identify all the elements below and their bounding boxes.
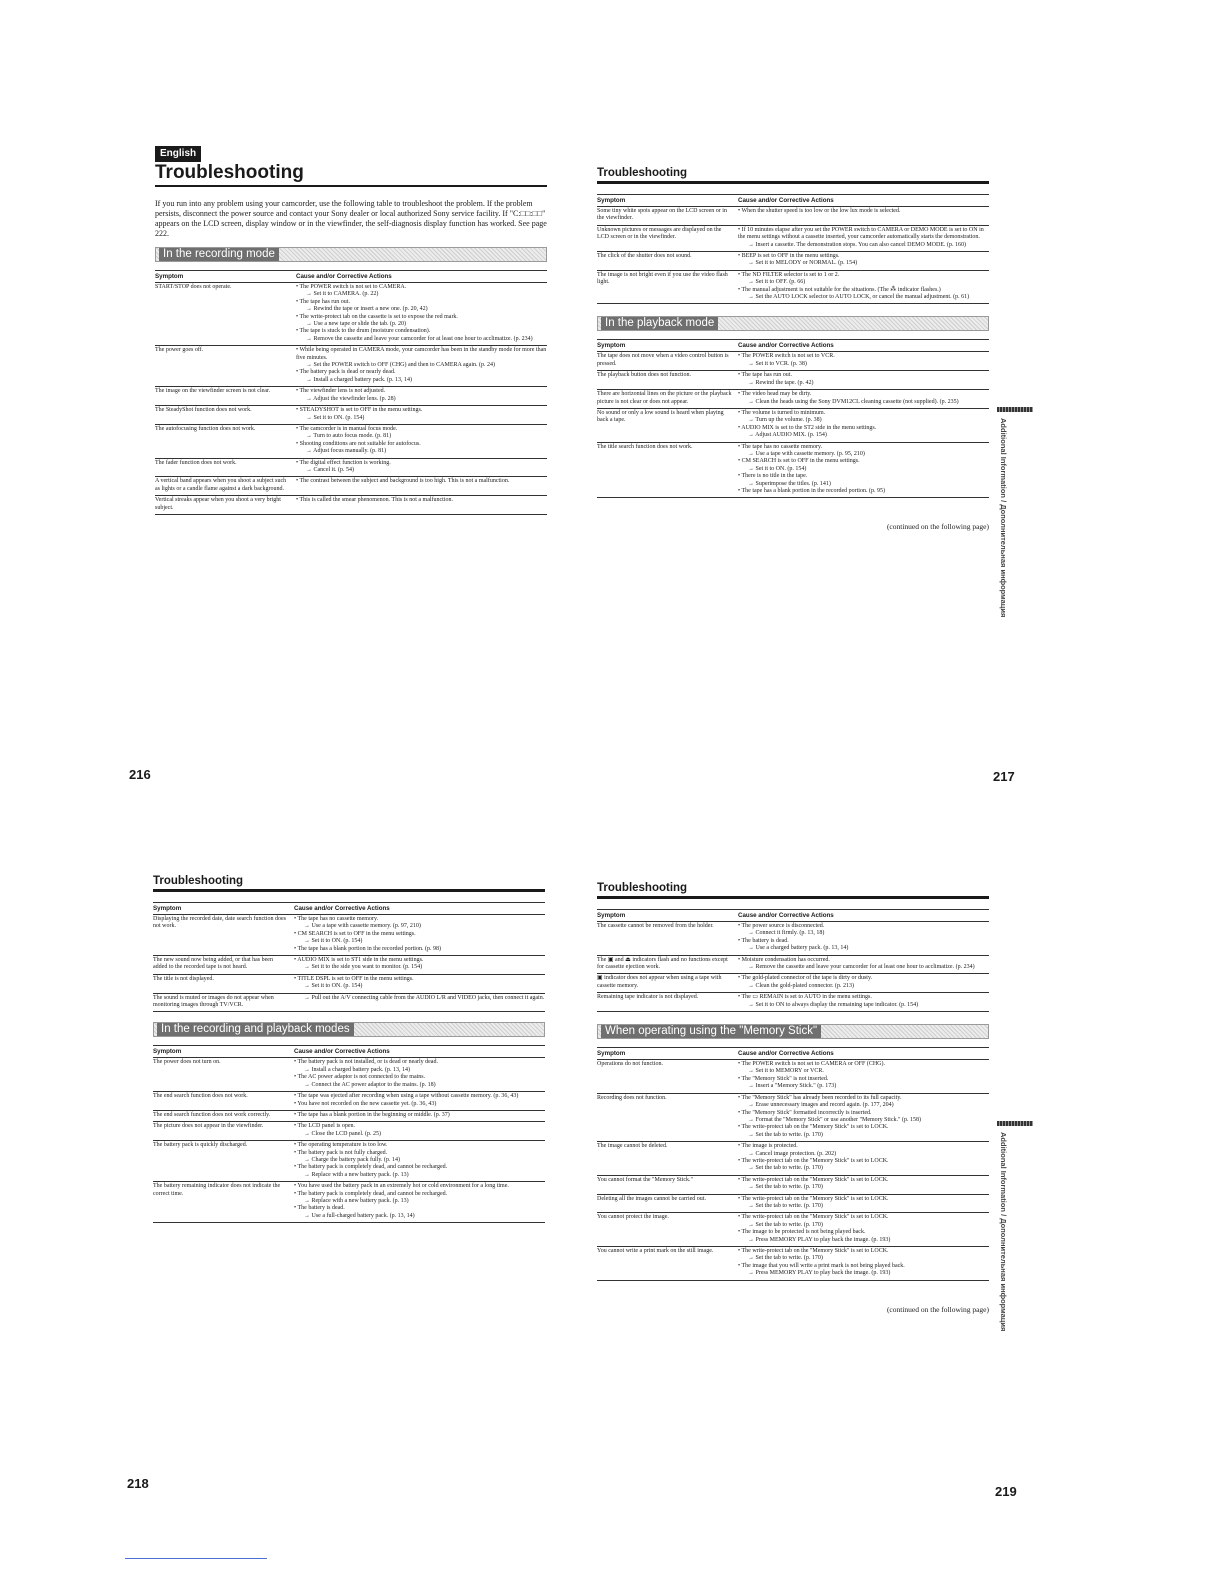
page-218 xyxy=(153,874,545,1223)
cause-cell xyxy=(738,1143,989,1173)
table-row xyxy=(155,346,547,387)
section-header-recording-playback: In the recording and playback modes xyxy=(153,1022,545,1037)
cause-item: • The operating temperature is too low. xyxy=(294,1142,388,1149)
corrective-action: → Set it to MEMORY or VCR. xyxy=(748,1068,824,1075)
table-row xyxy=(597,1176,989,1195)
cause-item: • CM SEARCH is set to OFF in the menu settings. xyxy=(294,930,416,937)
cause-cell xyxy=(294,995,545,1010)
table-row xyxy=(597,352,989,371)
cause-item: • The tape was ejected after recording when using a tape without cassette memory. (p. 36, 43) xyxy=(294,1093,519,1100)
cause-cell xyxy=(738,1061,989,1091)
corrective-action: → Insert a "Memory Stick." (p. 173) xyxy=(748,1083,837,1090)
cause-cell xyxy=(296,347,547,384)
continued-text: (continued on the following page) xyxy=(886,1304,989,1314)
symptom-cell: The image on the viewfinder screen is not clear. xyxy=(155,388,271,395)
cause-cell xyxy=(296,388,547,403)
corrective-action: → Set it to ON. (p. 154) xyxy=(748,465,807,472)
corrective-action: → Use a new tape or slide the tab. (p. 20) xyxy=(306,321,406,328)
symptom-cell: START/STOP does not operate. xyxy=(155,284,232,290)
corrective-action: → Remove the cassette and leave your camcorder for at least one hour to acclimatize. (p. 234) xyxy=(306,335,533,342)
cause-item: • The write-protect tab on the "Memory Stick" is set to LOCK. xyxy=(738,1157,889,1164)
table-row xyxy=(597,1213,989,1247)
cause-item: • The tape has run out. xyxy=(738,372,792,379)
table-row xyxy=(155,477,547,496)
cause-cell xyxy=(738,353,989,368)
cause-item: • The tape has a blank portion in the recorded portion. (p. 98) xyxy=(294,945,441,952)
table-row xyxy=(153,1122,545,1141)
table-row xyxy=(597,956,989,975)
symptom-cell: A vertical band appears when you shoot a subject such as lights or a candle flame against a dark background. xyxy=(155,478,287,492)
symptom-cell: The sound is muted or images do not appear when monitoring images through TV/VCR. xyxy=(153,994,274,1009)
corrective-action: → Pull out the A/V connecting cable from the AUDIO L/R and VIDEO jacks, then connect it again. xyxy=(304,994,545,1001)
table-row xyxy=(597,371,989,390)
symptom-cell: Some tiny white spots appear on the LCD screen or in the viewfinder. xyxy=(597,208,727,222)
cause-cell xyxy=(294,1112,545,1119)
cause-item: • The AC power adaptor is not connected to the mains. xyxy=(294,1074,426,1081)
corrective-action: → Install a charged battery pack. (p. 13, 14) xyxy=(304,1066,411,1073)
corrective-action: → Set it to the side you want to monitor. (p. 154) xyxy=(304,964,423,971)
symptom-cell: The picture does not appear in the viewfinder. xyxy=(153,1123,264,1130)
section-header-playback-mode: In the playback mode xyxy=(597,316,989,331)
table-row xyxy=(153,956,545,975)
symptom-cell: Operations do not function. xyxy=(597,1061,663,1068)
corrective-action: → Charge the battery pack fully. (p. 14) xyxy=(304,1156,400,1163)
symptom-cell: There are horizontal lines on the picture or the playback picture is not clear or does not appear. xyxy=(597,391,732,405)
table-header: Symptom Cause and/or Corrective Actions xyxy=(153,902,545,915)
cause-cell xyxy=(738,1214,989,1244)
cause-item: • The battery pack is not fully charged. xyxy=(294,1149,388,1156)
symptom-cell: The title is not displayed. xyxy=(153,975,214,982)
cause-item: • The ND FILTER selector is set to 1 or 2. xyxy=(738,271,840,278)
cause-item: • There is no title in the tape. xyxy=(738,473,808,480)
cause-cell xyxy=(738,253,989,268)
cause-cell xyxy=(738,1196,989,1211)
cause-item: • The tape has no cassette memory. xyxy=(738,443,823,450)
cause-cell xyxy=(738,1095,989,1139)
cause-item: • AUDIO MIX is set to the ST2 side in the menu settings. xyxy=(738,424,877,431)
page-title: Troubleshooting xyxy=(155,162,547,187)
cause-item: • When the shutter speed is too low or the low lux mode is selected. xyxy=(738,208,901,214)
cause-item: • TITLE DSPL is set to OFF in the menu settings. xyxy=(294,975,414,982)
page-number-216: 216 xyxy=(129,767,151,782)
page-number-219: 219 xyxy=(995,1484,1017,1499)
table-row xyxy=(155,425,547,459)
corrective-action: → Clean the heads using the Sony DVM12CL cleaning cassette (not supplied). (p. 235) xyxy=(748,398,959,405)
corrective-action: → Set the AUTO LOCK selector to AUTO LOCK, or cancel the manual adjustment. (p. 61) xyxy=(748,294,970,301)
corrective-action: → Erase unnecessary images and record again. (p. 177, 204) xyxy=(748,1102,894,1109)
table-row xyxy=(153,994,545,1013)
page-title: Troubleshooting xyxy=(153,874,545,892)
page-219 xyxy=(597,881,989,1314)
table-header: Symptom Cause and/or Corrective Actions xyxy=(155,270,547,283)
corrective-action: → Set the POWER switch to OFF (CHG) and then to CAMERA again. (p. 24) xyxy=(306,362,495,369)
corrective-action: → Insert a cassette. The demonstration stops. You can also cancel DEMO MODE. (p. 160) xyxy=(748,241,967,248)
table-row xyxy=(597,443,989,499)
symptom-cell: You cannot protect the image. xyxy=(597,1214,669,1221)
corrective-action: → Set the tab to write. (p. 170) xyxy=(748,1131,823,1138)
table-row xyxy=(597,1060,989,1094)
corrective-action: → Turn up the volume. (p. 38) xyxy=(748,417,822,424)
symptom-cell: The SteadyShot function does not work. xyxy=(155,407,252,414)
table-row xyxy=(597,1094,989,1142)
cause-item: • The volume is turned to minimum. xyxy=(738,409,826,416)
corrective-action: → Set the tab to write. (p. 170) xyxy=(748,1221,823,1228)
symptom-cell: ▣ indicator does not appear when using a tape with cassette memory. xyxy=(597,975,722,989)
page-216 xyxy=(155,143,547,515)
corrective-action: → Use a charged battery pack. (p. 13, 14) xyxy=(748,945,849,952)
link-underline xyxy=(125,1558,267,1559)
cause-cell xyxy=(738,372,989,387)
table-row xyxy=(597,409,989,443)
cause-cell xyxy=(296,497,547,512)
side-tab-label: Additional Information / Дополнительная информация xyxy=(999,418,1008,618)
cause-item: • You have not recorded on the new cassette yet. (p. 36, 43) xyxy=(294,1100,437,1107)
cause-item: • The write-protect tab on the "Memory Stick" is set to LOCK. xyxy=(738,1195,889,1202)
symptom-cell: The end search function does not work correctly. xyxy=(153,1111,271,1118)
corrective-action: → Use a full-charged battery pack. (p. 13, 14) xyxy=(304,1212,415,1219)
symptom-cell: The end search function does not work. xyxy=(153,1093,248,1100)
symptom-cell: Displaying the recorded date, date search function does not work. xyxy=(153,916,286,930)
table-header: Symptom Cause and/or Corrective Actions xyxy=(597,909,989,922)
cause-item: • The image that you will write a print mark is not being played back. xyxy=(738,1262,905,1269)
cause-cell xyxy=(296,426,547,456)
cause-item: • The viewfinder lens is not adjusted. xyxy=(296,388,386,395)
table-row xyxy=(597,207,989,226)
table-row xyxy=(597,271,989,305)
continued-note xyxy=(597,1305,989,1314)
cause-item: • The POWER switch is not set to CAMERA or OFF (CHG). xyxy=(738,1061,885,1068)
symptom-cell: Remaining tape indicator is not displayed. xyxy=(597,994,699,1001)
symptom-cell: Unknown pictures or messages are displayed on the LCD screen or in the viewfinder. xyxy=(597,226,722,241)
corrective-action: → Set it to ON to always display the remaining tape indicator. (p. 154) xyxy=(748,1001,919,1008)
section-header-recording-mode: In the recording mode xyxy=(155,247,547,262)
table-row xyxy=(155,496,547,515)
continued-note: (continued on the following page) xyxy=(886,522,989,532)
table-header: Symptom Cause and/or Corrective Actions xyxy=(597,339,989,352)
cause-item: • Shooting conditions are not suitable for autofocus. xyxy=(296,440,421,447)
symptom-cell: The image is not bright even if you use the video flash light. xyxy=(597,271,728,286)
troubleshooting-table xyxy=(153,1058,545,1223)
corrective-action: → Set it to ON. (p. 154) xyxy=(304,983,363,990)
cause-item: • The contrast between the subject and background is too high. This is not a malfunction. xyxy=(296,478,510,485)
cause-cell xyxy=(738,410,989,440)
corrective-action: → Connect the AC power adaptor to the mains. (p. 18) xyxy=(304,1081,436,1088)
cause-cell xyxy=(738,227,989,249)
cause-cell xyxy=(296,284,547,343)
cause-item: • While being operated in CAMERA mode, your camcorder has been in the standby mode for more than five minutes. xyxy=(296,347,547,361)
cause-cell xyxy=(294,916,545,953)
side-tab-marker xyxy=(997,1121,1033,1126)
corrective-action: → Clean the gold-plated connector. (p. 213) xyxy=(748,982,854,989)
cause-item: • This is called the smear phenomenon. This is not a malfunction. xyxy=(296,497,454,504)
corrective-action: → Rewind the tape or insert a new one. (p. 20, 42) xyxy=(306,306,428,313)
table-row xyxy=(153,1141,545,1182)
corrective-action: → Set it to ON. (p. 154) xyxy=(306,414,365,421)
cause-item: • The digital effect function is working. xyxy=(296,459,391,466)
table-row xyxy=(597,974,989,993)
symptom-cell: Vertical streaks appear when you shoot a very bright subject. xyxy=(155,497,281,511)
cause-cell xyxy=(738,923,989,953)
cause-cell xyxy=(294,1123,545,1138)
page-number-217: 217 xyxy=(993,769,1015,784)
corrective-action: → Press MEMORY PLAY to play back the image. (p. 193) xyxy=(748,1270,891,1277)
cause-item: • The power source is disconnected. xyxy=(738,923,825,929)
table-header: Symptom Cause and/or Corrective Actions xyxy=(153,1045,545,1058)
cause-cell xyxy=(296,407,547,422)
cause-cell xyxy=(738,444,989,496)
symptom-cell: The fader function does not work. xyxy=(155,459,237,466)
cause-item: • The camcorder is in manual focus mode. xyxy=(296,425,398,432)
language-badge: English xyxy=(155,146,201,162)
table-row xyxy=(597,1195,989,1214)
symptom-cell: The new sound now being added, or that has been added to the recorded tape is not heard. xyxy=(153,957,273,971)
table-row xyxy=(597,922,989,956)
symptom-cell: Recording does not function. xyxy=(597,1094,667,1101)
table-row xyxy=(155,387,547,406)
symptom-cell: The tape does not move when a video control button is pressed. xyxy=(597,353,729,367)
cause-item: • The tape has a blank portion in the beginning or middle. (p. 37) xyxy=(294,1111,450,1118)
table-row xyxy=(153,1058,545,1092)
cause-item: • The "Memory Stick" is not inserted. xyxy=(738,1075,829,1082)
cause-item: • The battery pack is completely dead, and cannot be recharged. xyxy=(294,1190,448,1197)
symptom-cell: You cannot write a print mark on the still image. xyxy=(597,1248,714,1254)
corrective-action: → Press MEMORY PLAY to play back the image. (p. 193) xyxy=(748,1236,891,1243)
corrective-action: → Adjust focus manually. (p. 81) xyxy=(306,448,387,455)
symptom-cell: The image cannot be deleted. xyxy=(597,1143,668,1150)
corrective-action: → Rewind the tape. (p. 42) xyxy=(748,379,814,386)
symptom-cell: No sound or only a low sound is heard when playing back a tape. xyxy=(597,409,724,424)
corrective-action: → Cancel image protection. (p. 202) xyxy=(748,1150,837,1157)
cause-item: • The battery is dead. xyxy=(738,937,789,944)
table-row xyxy=(153,915,545,956)
symptom-cell: The title search function does not work. xyxy=(597,443,693,450)
cause-cell xyxy=(294,976,545,991)
cause-item: • STEADYSHOT is set to OFF in the menu settings. xyxy=(296,407,423,414)
cause-item: • CM SEARCH is set to OFF in the menu settings. xyxy=(738,458,860,465)
table-row xyxy=(155,459,547,478)
troubleshooting-table xyxy=(597,922,989,1012)
table-row xyxy=(153,1092,545,1111)
corrective-action: → Use a tape with cassette memory. (p. 95, 210) xyxy=(748,450,865,457)
corrective-action: → Superimpose the titles. (p. 141) xyxy=(748,480,831,487)
cause-item: • The "Memory Stick" has already been recorded to its full capacity. xyxy=(738,1094,902,1101)
cause-item: • The battery pack is completely dead, and cannot be recharged. xyxy=(294,1164,448,1171)
corrective-action: → Set the tab to write. (p. 170) xyxy=(748,1202,823,1209)
cause-item: • The write-protect tab on the "Memory Stick" is set to LOCK. xyxy=(738,1248,889,1254)
cause-item: • The battery pack is dead or nearly dead. xyxy=(296,369,396,376)
corrective-action: → Replace with a new battery pack. (p. 13) xyxy=(304,1171,409,1178)
troubleshooting-table xyxy=(155,283,547,515)
cause-item: • The battery is dead. xyxy=(294,1205,345,1212)
corrective-action: → Use a tape with cassette memory. (p. 97, 210) xyxy=(304,923,421,930)
cause-cell xyxy=(738,1177,989,1192)
corrective-action: → Set it to CAMERA. (p. 22) xyxy=(306,291,379,298)
cause-item: • The image is protected. xyxy=(738,1143,798,1150)
table-row xyxy=(597,1247,989,1281)
corrective-action: → Set it to VCR. (p. 38) xyxy=(748,360,807,367)
cause-item: • If 10 minutes elapse after you set the POWER switch to CAMERA or DEMO MODE is set to ON in the menu settings without a cassette inserted, your camcorder automatically starts the demonstration. xyxy=(738,226,984,241)
page-title: Troubleshooting xyxy=(597,881,989,899)
page-217 xyxy=(597,166,989,531)
cause-item: • The write-protect tab on the "Memory Stick" is set to LOCK. xyxy=(738,1124,889,1131)
corrective-action: → Replace with a new battery pack. (p. 13) xyxy=(304,1197,409,1204)
cause-cell xyxy=(738,1248,989,1278)
symptom-cell: The ▣ and ⏏ indicators flash and no functions except for cassette ejection work. xyxy=(597,956,728,971)
table-row xyxy=(155,283,547,346)
section-header-memory-stick: When operating using the "Memory Stick" xyxy=(597,1024,989,1039)
cause-cell xyxy=(738,957,989,972)
corrective-action: → Cancel it. (p. 54) xyxy=(306,466,354,473)
table-row xyxy=(153,1182,545,1223)
table-header: Symptom Cause and/or Corrective Actions xyxy=(597,1047,989,1060)
cause-item: • The POWER switch is not set to CAMERA. xyxy=(296,284,407,290)
symptom-cell: The autofocusing function does not work. xyxy=(155,425,256,432)
page-number-218: 218 xyxy=(127,1476,149,1491)
symptom-cell: The cassette cannot be removed from the holder. xyxy=(597,923,714,929)
corrective-action: → Adjust AUDIO MIX. (p. 154) xyxy=(748,432,827,439)
cause-cell xyxy=(294,1093,545,1108)
table-row xyxy=(597,1142,989,1176)
corrective-action: → Set the tab to write. (p. 170) xyxy=(748,1184,823,1191)
corrective-action: → Adjust the viewfinder lens. (p. 28) xyxy=(306,395,396,402)
corrective-action: → Close the LCD panel. (p. 25) xyxy=(304,1130,381,1137)
side-tab-label: Additional Information / Дополнительная информация xyxy=(999,1132,1008,1332)
cause-item: • The tape has no cassette memory. xyxy=(294,916,379,922)
corrective-action: → Format the "Memory Stick" or use another "Memory Stick." (p. 158) xyxy=(748,1116,921,1123)
troubleshooting-table xyxy=(597,352,989,498)
cause-item: • The write-protect tab on the "Memory Stick" is set to LOCK. xyxy=(738,1214,889,1221)
cause-item: • The ▭ REMAIN is set to AUTO in the menu settings. xyxy=(738,994,872,1001)
troubleshooting-table xyxy=(153,915,545,1012)
corrective-action: → Turn to auto focus mode. (p. 81) xyxy=(306,433,392,440)
table-row xyxy=(155,406,547,425)
cause-item: • You have used the battery pack in an extremely hot or cold environment for a long time. xyxy=(294,1183,509,1190)
cause-item: • The tape has a blank portion in the recorded portion. (p. 95) xyxy=(738,487,885,494)
symptom-cell: You cannot format the "Memory Stick." xyxy=(597,1176,693,1183)
cause-cell xyxy=(296,478,547,493)
corrective-action: → Set it to ON. (p. 154) xyxy=(304,938,363,945)
cause-item: • AUDIO MIX is set to ST1 side in the menu settings. xyxy=(294,957,424,964)
cause-cell xyxy=(296,460,547,475)
symptom-cell: The battery pack is quickly discharged. xyxy=(153,1142,248,1149)
table-row xyxy=(597,390,989,409)
cause-item: • The image to be protected is not being played back. xyxy=(738,1229,866,1236)
symptom-cell: The power goes off. xyxy=(155,347,204,354)
cause-item: • Moisture condensation has occurred. xyxy=(738,956,830,963)
cause-item: • The battery pack is not installed, or is dead or nearly dead. xyxy=(294,1059,438,1066)
cause-cell xyxy=(294,1183,545,1220)
side-tab-marker xyxy=(997,407,1033,412)
cause-item: • The tape has run out. xyxy=(296,298,350,305)
corrective-action: → Set the tab to write. (p. 170) xyxy=(748,1165,823,1172)
cause-cell xyxy=(294,957,545,972)
symptom-cell: Deleting all the images cannot be carried out. xyxy=(597,1195,706,1202)
cause-cell xyxy=(738,994,989,1009)
cause-item: • The "Memory Stick" formatted incorrectly is inserted. xyxy=(738,1109,872,1116)
symptom-cell: The battery remaining indicator does not indicate the correct time. xyxy=(153,1183,281,1197)
cause-item: • The video head may be dirty. xyxy=(738,391,812,398)
table-row xyxy=(153,1111,545,1122)
corrective-action: → Connect it firmly. (p. 13, 18) xyxy=(748,930,825,937)
table-row xyxy=(597,226,989,252)
troubleshooting-table xyxy=(597,1060,989,1281)
troubleshooting-table xyxy=(597,207,989,304)
cause-item: • The write-protect tab on the cassette is set to expose the red mark. xyxy=(296,313,458,320)
cause-item: • The manual adjustment is not suitable for the situations. (The ⁂ indicator flashes.) xyxy=(738,286,941,293)
page-title: Troubleshooting xyxy=(597,166,989,184)
table-row xyxy=(597,993,989,1012)
corrective-action: → Set it to MELODY or NORMAL. (p. 154) xyxy=(748,260,858,267)
cause-cell xyxy=(294,1059,545,1089)
table-header: Symptom Cause and/or Corrective Actions xyxy=(597,194,989,207)
cause-cell xyxy=(738,208,989,223)
corrective-action: → Install a charged battery pack. (p. 13, 14) xyxy=(306,376,413,383)
cause-item: • The tape is stuck to the drum (moisture condensation). xyxy=(296,328,431,335)
cause-cell xyxy=(738,975,989,990)
corrective-action: → Remove the cassette and leave your camcorder for at least one hour to acclimatize. (p. 234) xyxy=(748,964,975,971)
symptom-cell: The playback button does not function. xyxy=(597,372,691,379)
cause-item: • The LCD panel is open. xyxy=(294,1123,355,1130)
symptom-cell: The power does not turn on. xyxy=(153,1059,221,1066)
cause-item: • The gold-plated connector of the tape is dirty or dusty. xyxy=(738,975,873,982)
cause-cell xyxy=(738,272,989,302)
cause-item: • The write-protect tab on the "Memory Stick" is set to LOCK. xyxy=(738,1176,889,1183)
table-row xyxy=(597,252,989,271)
cause-item: • The POWER switch is not set to VCR. xyxy=(738,353,835,360)
intro-paragraph: If you run into any problem using your camcorder, use the following table to troubleshoot the problem. If the problem persists, disconnect the power source and contact your Sony dealer or local authorized Sony service facility. If "C:□□:□□" appears on the LCD screen, display window or in the viewfinder, the self-diagnosis display function has worked. See page 222. xyxy=(155,199,547,238)
table-row xyxy=(153,975,545,994)
cause-cell xyxy=(738,391,989,406)
corrective-action: → Set it to OFF. (p. 66) xyxy=(748,279,806,286)
cause-item: • BEEP is set to OFF in the menu settings. xyxy=(738,253,840,260)
symptom-cell: The click of the shutter does not sound. xyxy=(597,253,692,260)
cause-cell xyxy=(294,1142,545,1179)
corrective-action: → Set the tab to write. (p. 170) xyxy=(748,1255,823,1262)
